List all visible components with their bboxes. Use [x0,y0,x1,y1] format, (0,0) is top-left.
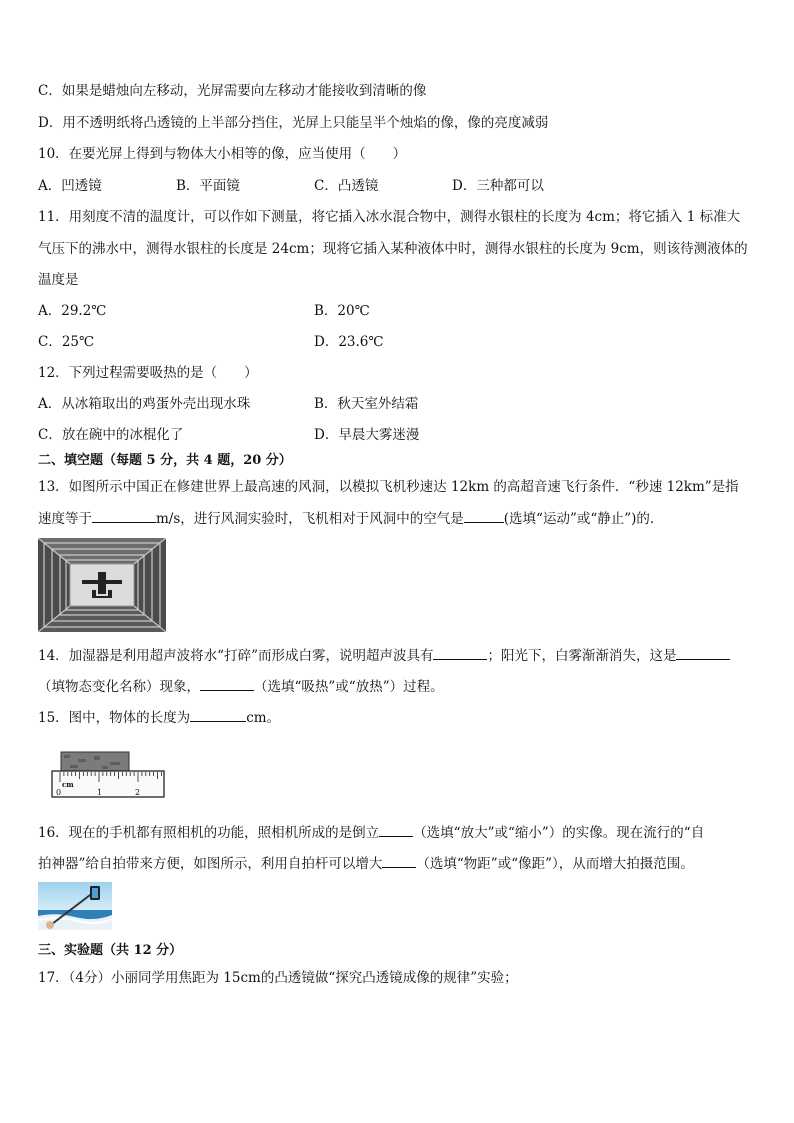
q11-stem-line3: 温度是 [38,272,79,288]
q15-text-b: cm。 [246,710,281,726]
q10-option-c: C．凸透镜 [314,178,379,194]
wind-tunnel-image [38,538,166,632]
q11-option-c: C．25℃ [38,334,95,350]
q14-blank-2[interactable] [676,645,730,660]
q16-stem-line2 [38,853,760,874]
q14-blank-1[interactable] [433,645,487,660]
ruler-tick-label-1: 1 [97,788,103,797]
q14-text-c: （填物态变化名称）现象， [38,679,200,695]
q9-option-c: C．如果是蜡烛向左移动，光屏需要向左移动才能接收到清晰的像 [38,83,427,99]
q12-option-a: A．从冰箱取出的鸡蛋外壳出现水珠 [38,396,251,412]
q16-blank-2[interactable] [382,853,416,868]
q12-option-b: B．秋天室外结霜 [314,396,419,412]
ruler-graphic [50,750,166,800]
q14-stem-line1 [38,645,760,666]
q16-blank-1[interactable] [379,822,413,837]
q14-text-a: 14．加湿器是利用超声波将水“打碎”而形成白雾，说明超声波具有 [38,648,434,664]
q10-option-d: D．三种都可以 [452,178,544,194]
q13-stem-line1: 13．如图所示中国正在修建世界上最高速的风洞，以模拟飞机秒速达 12km 的高超音速飞行条件．“秒速 12km”是指 [38,479,739,495]
section-2-heading: 二、填空题（每题 5 分，共 4 题，20 分） [38,453,292,468]
q16-text-d: （选填“物距”或“像距”），从而增大拍摄范围。 [416,856,694,872]
q16-text-c: 拍神器”给自拍带来方便，如图所示，利用自拍杆可以增大 [38,856,383,872]
q13-text-a: 速度等于 [38,511,92,527]
q11-option-b: B．20℃ [314,303,370,319]
q14-text-d: （选填“吸热”或“放热”）过程。 [254,679,444,695]
q14-blank-3[interactable] [200,676,254,691]
q13-stem-line2 [38,508,760,529]
q15-stem [38,707,760,728]
q17-stem: 17．（4分）小丽同学用焦距为 15cm的凸透镜做“探究凸透镜成像的规律”实验； [38,970,518,986]
q11-option-a: A．29.2℃ [38,303,107,319]
q13-text-c: (选填“运动”或“静止”)的． [503,511,664,527]
selfie-stick-graphic [38,882,112,930]
q16-text-a: 16．现在的手机都有照相机的功能，照相机所成的是倒立 [38,825,380,841]
q9-option-d: D．用不透明纸将凸透镜的上半部分挡住，光屏上只能呈半个烛焰的像，像的亮度减弱 [38,115,549,131]
q11-stem-line2: 气压下的沸水中，测得水银柱的长度是 24cm；现将它插入某种液体中时，测得水银柱的长度为 9cm，则该待测液体的 [38,241,748,257]
q11-stem-line1: 11．用刻度不清的温度计，可以作如下测量，将它插入冰水混合物中，测得水银柱的长度为 4cm；将它插入 1 标准大 [38,209,741,225]
q15-blank[interactable] [190,707,246,722]
q11-option-d: D．23.6℃ [314,334,384,350]
q14-stem-line2 [38,676,760,697]
q12-stem: 12．下列过程需要吸热的是（ ） [38,365,258,381]
q14-text-b: ；阳光下，白雾渐渐消失，这是 [487,648,677,664]
ruler-tick-label-0: 0 [56,788,62,797]
q12-option-c: C．放在碗中的冰棍化了 [38,427,184,443]
q10-option-b: B．平面镜 [176,178,240,194]
q13-blank-2[interactable] [464,508,504,523]
q10-stem: 10．在要光屏上得到与物体大小相等的像，应当使用（ ） [38,146,407,162]
ruler-tick-label-2: 2 [135,788,141,797]
q16-stem-line1 [38,822,760,843]
selfie-stick-image [38,882,112,930]
q15-text-a: 15．图中，物体的长度为 [38,710,191,726]
q13-text-b: m/s，进行风洞实验时，飞机相对于风洞中的空气是 [156,511,464,527]
wind-tunnel-graphic [38,538,166,632]
q10-option-a: A．凹透镜 [38,178,102,194]
ruler-unit-label: cm [62,780,74,789]
q12-option-d: D．早晨大雾迷漫 [314,427,420,443]
section-3-heading: 三、实验题（共 12 分） [38,943,183,958]
q16-text-b: （选填“放大”或“缩小”）的实像。现在流行的“自 [413,825,705,841]
ruler-figure [50,750,166,800]
q13-blank-1[interactable] [92,508,156,523]
